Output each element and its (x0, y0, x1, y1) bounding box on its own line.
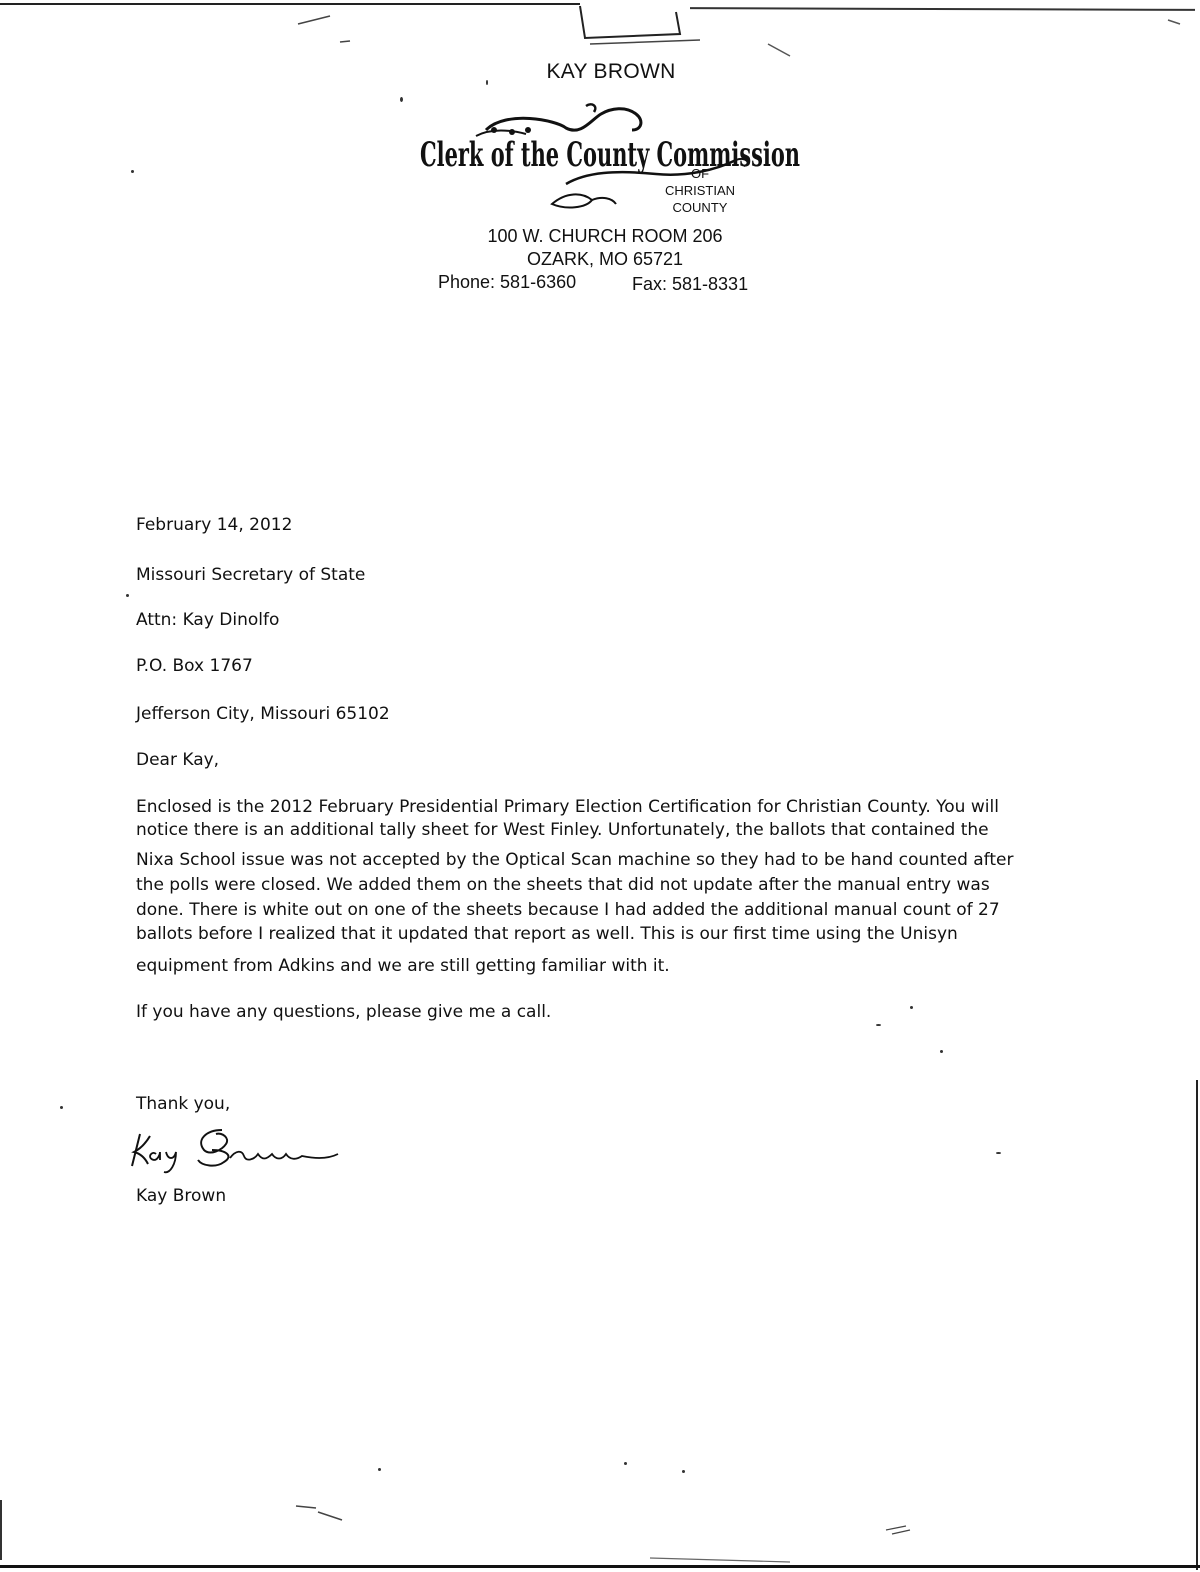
letterhead-christian: CHRISTIAN (664, 183, 736, 198)
handwritten-signature (126, 1120, 366, 1180)
scan-speck (910, 1006, 913, 1009)
body-line: notice there is an additional tally sheet for West Finley. Unfortunately, the ballots that contained the (136, 820, 989, 840)
letterhead-of: OF (690, 166, 710, 181)
signer-name: Kay Brown (136, 1186, 227, 1206)
body-line: Nixa School issue was not accepted by the Optical Scan machine so they had to be hand counted after (136, 850, 1014, 870)
recipient-attn: Attn: Kay Dinolfo (136, 610, 280, 630)
scan-speck (624, 1462, 627, 1465)
letterhead-fax: Fax: 581-8331 (632, 274, 749, 294)
letterhead-address-line2: OZARK, MO 65721 (526, 249, 684, 269)
scan-speck (682, 1470, 685, 1473)
recipient-city: Jefferson City, Missouri 65102 (136, 704, 390, 724)
scan-speck (60, 1106, 63, 1109)
body-line: ballots before I realized that it updated that report as well. This is our first time using the Unisyn (136, 924, 958, 944)
closing: Thank you, (136, 1094, 231, 1114)
body-line: Enclosed is the 2012 February Presidential Primary Election Certification for Christian County. You will (136, 797, 999, 817)
closing-paragraph: If you have any questions, please give me a call. (136, 1002, 552, 1022)
scan-speck (940, 1050, 943, 1053)
scan-speck (996, 1152, 1001, 1154)
body-line: the polls were closed. We added them on the sheets that did not update after the manual entry was (136, 875, 990, 895)
scan-speck (400, 97, 403, 102)
body-line: equipment from Adkins and we are still getting familiar with it. (136, 956, 670, 976)
letterhead-name: KAY BROWN (546, 60, 676, 83)
scan-speck (126, 594, 129, 597)
salutation: Dear Kay, (136, 750, 220, 770)
scan-speck (876, 1024, 881, 1026)
recipient-po-box: P.O. Box 1767 (136, 656, 253, 676)
letter-date: February 14, 2012 (136, 515, 293, 535)
body-line: done. There is white out on one of the sheets because I had added the additional manual count of 27 (136, 900, 1000, 920)
logo-title: Clerk of the County Commission (420, 135, 800, 175)
scan-speck (131, 170, 134, 173)
letterhead-address-line1: 100 W. CHURCH ROOM 206 (487, 226, 723, 246)
recipient-org: Missouri Secretary of State (136, 565, 366, 585)
letterhead-phone: Phone: 581-6360 (438, 272, 577, 292)
scan-speck (378, 1468, 381, 1471)
signature-text: Kay Brown (126, 1178, 131, 1179)
letterhead-county: COUNTY (672, 200, 728, 215)
